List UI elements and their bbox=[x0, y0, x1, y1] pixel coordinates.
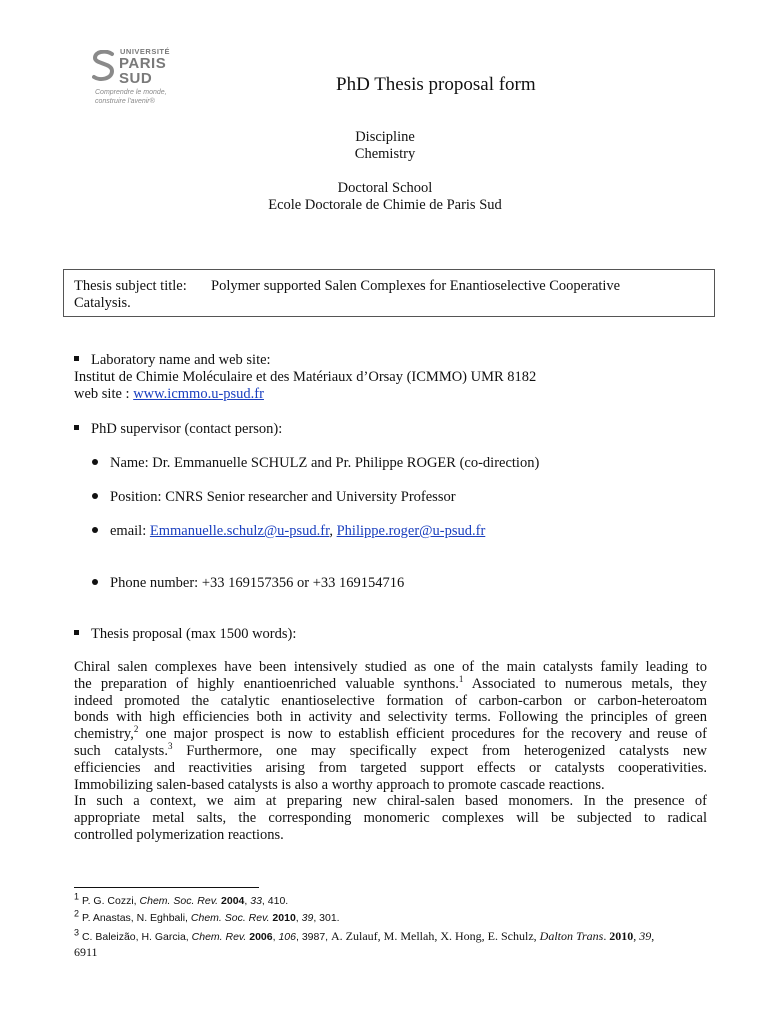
doctoral-school-label: Doctoral School bbox=[337, 180, 433, 196]
supervisor-position: Position: CNRS Senior researcher and University Professor bbox=[92, 489, 456, 506]
footnote-3-continued: 6911 bbox=[74, 945, 98, 959]
discipline-label: Discipline bbox=[355, 129, 415, 145]
proposal-line: such catalysts.$^3$ Furthermore, one may specifically expect from heterogenized catalysts new bbox=[74, 741, 707, 759]
footnote-ref-1: 1 bbox=[458, 673, 464, 684]
logo-paris: PARIS bbox=[119, 55, 167, 72]
page-title: PhD Thesis proposal form bbox=[336, 74, 536, 95]
proposal-line: chemistry,$^2$ one major prospect is now to establish efficient procedures for the recovery and reuse of bbox=[74, 724, 707, 743]
proposal-line: the preparation of highly enantioenriched valuable synthons.$^1$ Associated to numerous metals, they bbox=[74, 673, 707, 692]
round-bullet-icon bbox=[92, 493, 98, 499]
logo-sud: SUD bbox=[119, 70, 153, 87]
square-bullet-icon bbox=[74, 425, 79, 430]
footnote-2: $^2$ P. Anastas, N. Eghbali, Chem. Soc. Rev. 2010, 39, 301. bbox=[74, 908, 340, 924]
supervisor-email: email: Emmanuelle.schulz@u-psud.fr, Philippe.roger@u-psud.fr bbox=[92, 523, 485, 540]
footnote-divider bbox=[74, 887, 259, 888]
proposal-line: bonds with high efficiencies both in activity and selectivity terms. Following the principles of green bbox=[74, 709, 707, 726]
supervisor-phone: Phone number: +33 169157356 or +33 169154716 bbox=[92, 575, 404, 592]
proposal-line: indeed promoted the catalytic enantioselective formation of carbon-carbon or carbon-heteroatom bbox=[74, 692, 707, 709]
thesis-subject-title-line2: Catalysis. bbox=[74, 295, 131, 311]
proposal-line: appropriate metal salts, the corresponding monomeric complexes will be subjected to radical bbox=[74, 810, 707, 827]
laboratory-heading: Laboratory name and web site: bbox=[74, 352, 271, 369]
round-bullet-icon bbox=[92, 579, 98, 585]
email-link-schulz[interactable]: Emmanuelle.schulz@u-psud.fr bbox=[149, 523, 330, 539]
laboratory-website-row bbox=[74, 386, 264, 403]
website-label: web site : bbox=[74, 386, 130, 402]
university-logo bbox=[92, 46, 182, 110]
proposal-line: efficiencies and reactivities arising from targeted support effects or catalysts cooperativities. bbox=[74, 759, 707, 776]
logo-universite: UNIVERSITÉ bbox=[120, 47, 171, 56]
website-link[interactable]: www.icmmo.u-psud.fr bbox=[133, 386, 264, 402]
proposal-line: controlled polymerization reactions. bbox=[74, 826, 284, 843]
email-link-roger[interactable]: Philippe.roger@u-psud.fr bbox=[336, 523, 486, 539]
logo-s-mark-icon bbox=[92, 50, 116, 82]
square-bullet-icon bbox=[74, 356, 79, 361]
supervisor-name: Name: Dr. Emmanuelle SCHULZ and Pr. Philippe ROGER (co-direction) bbox=[92, 455, 539, 472]
thesis-subject-title-line1: Polymer supported Salen Complexes for Enantioselective Cooperative bbox=[211, 278, 621, 294]
proposal-line: Chiral salen complexes have been intensively studied as one of the main catalysts family leading to bbox=[74, 659, 707, 675]
proposal-heading: Thesis proposal (max 1500 words): bbox=[74, 626, 296, 643]
proposal-line: In such a context, we aim at preparing new chiral-salen based monomers. In the presence of bbox=[74, 793, 707, 810]
round-bullet-icon bbox=[92, 459, 98, 465]
logo-tagline-1: Comprendre le monde, bbox=[95, 89, 167, 96]
footnote-3: $^3$ C. Baleizão, H. Garcia, Chem. Rev. 2006, 106, 3987, A. Zulauf, M. Mellah, X. Hong, E. Schulz, Dalton Trans. 2010, 39, bbox=[74, 927, 655, 943]
thesis-subject-label: Thesis subject title: bbox=[74, 278, 187, 294]
proposal-body bbox=[74, 659, 707, 844]
footnote-1: $^1$ P. G. Cozzi, Chem. Soc. Rev. 2004, 33, 410. bbox=[74, 891, 289, 907]
footnote-ref-2: 2 bbox=[133, 724, 139, 735]
round-bullet-icon bbox=[92, 527, 98, 533]
supervisor-heading: PhD supervisor (contact person): bbox=[74, 421, 282, 438]
square-bullet-icon bbox=[74, 630, 79, 635]
laboratory-name: Institut de Chimie Moléculaire et des Matériaux d’Orsay (ICMMO) UMR 8182 bbox=[74, 369, 537, 385]
footnote-ref-3: 3 bbox=[167, 741, 173, 752]
proposal-line: Immobilizing salen-based catalysts is also a worthy approach to promote cascade reactions. bbox=[74, 776, 605, 793]
logo-tagline-2: construire l'avenir® bbox=[95, 98, 155, 105]
discipline-value: Chemistry bbox=[354, 146, 416, 162]
doctoral-school-value: Ecole Doctorale de Chimie de Paris Sud bbox=[268, 197, 502, 213]
